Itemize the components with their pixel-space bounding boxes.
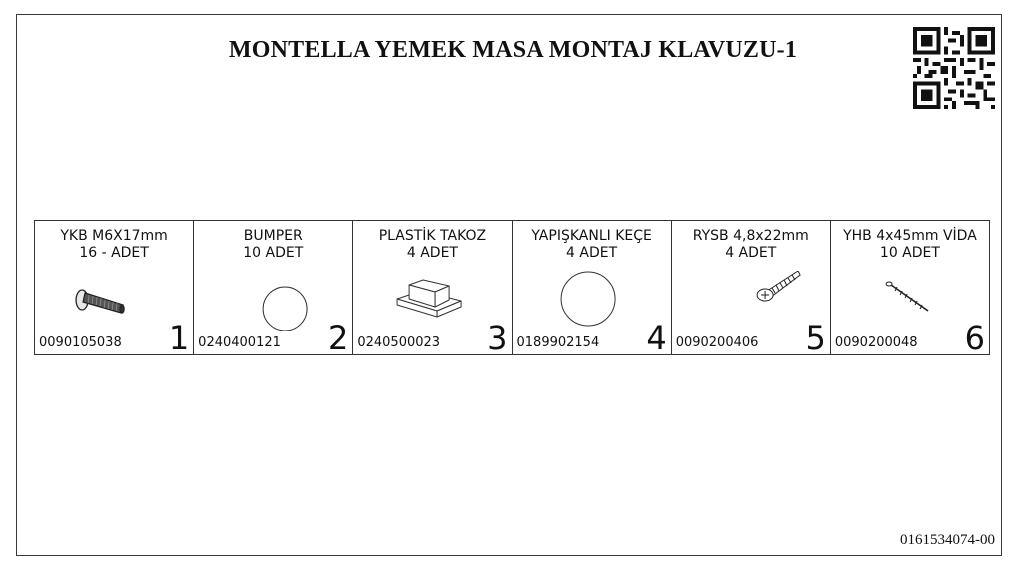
part-quantity: 4 ADET xyxy=(566,245,618,261)
part-index: 1 xyxy=(168,319,190,357)
part-name: YHB 4x45mm VİDA xyxy=(843,228,977,244)
part-cell-6 xyxy=(831,221,989,357)
part-index: 3 xyxy=(487,319,508,357)
part-cell-3 xyxy=(353,221,512,357)
part-code: 0240400121 xyxy=(198,335,281,350)
part-index: 5 xyxy=(805,319,826,357)
part-cell-4 xyxy=(513,221,672,357)
assembly-sheet xyxy=(16,14,1002,556)
part-cell-1 xyxy=(35,221,194,357)
part-quantity: 10 ADET xyxy=(243,245,304,261)
page-title: MONTELLA YEMEK MASA MONTAJ KLAVUZU-1 xyxy=(228,37,798,63)
part-code: 0240500023 xyxy=(357,335,441,350)
part-code: 0090200048 xyxy=(834,335,918,350)
qr-code-icon xyxy=(913,27,995,109)
part-name: RYSB 4,8x22mm xyxy=(692,228,809,244)
part-code: 0189902154 xyxy=(516,335,600,350)
part-index: 6 xyxy=(964,319,986,357)
part-name: PLASTİK TAKOZ xyxy=(378,228,487,244)
part-quantity: 4 ADET xyxy=(406,245,458,261)
part-code: 0090200406 xyxy=(675,335,759,350)
part-index: 4 xyxy=(646,319,667,357)
part-name: YAPIŞKANLI KEÇE xyxy=(531,228,652,244)
part-name: YKB M6X17mm xyxy=(60,228,168,244)
part-code: 0090105038 xyxy=(39,335,122,350)
part-cell-5 xyxy=(672,221,831,357)
part-quantity: 10 ADET xyxy=(879,245,940,261)
part-cell-2 xyxy=(194,221,353,357)
part-quantity: 4 ADET xyxy=(725,245,777,261)
parts-list xyxy=(34,220,990,355)
part-name: BUMPER xyxy=(243,228,303,244)
part-index: 2 xyxy=(327,319,349,357)
part-quantity: 16 - ADET xyxy=(79,245,149,261)
document-code: 0161534074-00 xyxy=(900,532,995,548)
